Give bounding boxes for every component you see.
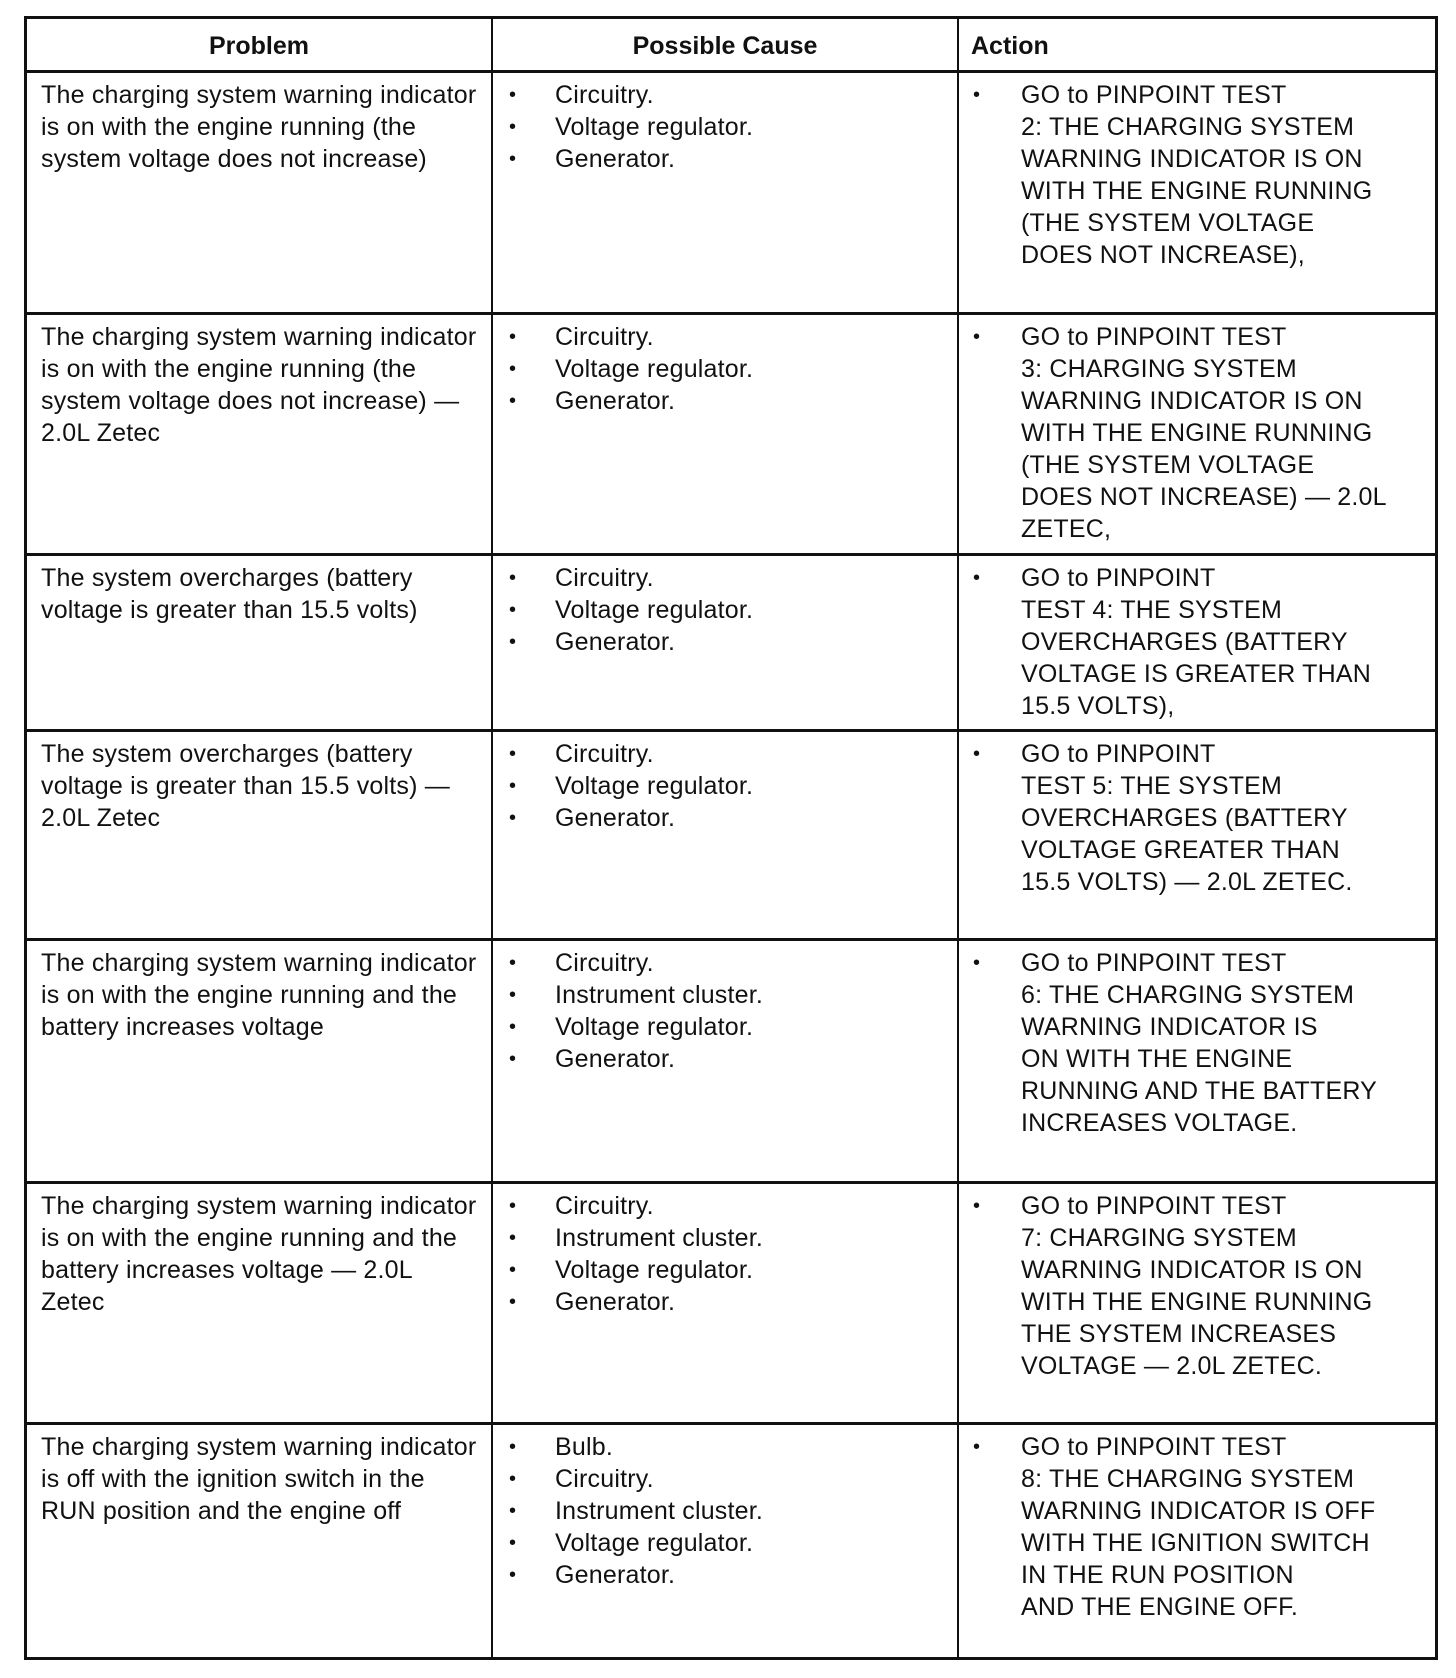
bullet-icon: •: [509, 1048, 517, 1070]
bullet-icon: •: [509, 743, 517, 765]
bullet-icon: •: [509, 599, 517, 621]
bullet-icon: •: [509, 1227, 517, 1249]
bullet-icon: •: [509, 1291, 517, 1313]
bullet-icon: •: [509, 952, 517, 974]
cause-item: • Circuitry.: [509, 81, 654, 109]
cause-item: • Instrument cluster.: [509, 1497, 764, 1525]
cause-item: • Circuitry.: [509, 1465, 654, 1493]
bullet-icon: •: [509, 775, 517, 797]
bullet-icon: •: [973, 1436, 981, 1458]
bullet-icon: •: [509, 984, 517, 1006]
cause-item: • Voltage regulator.: [509, 1256, 754, 1284]
cause-item: • Circuitry.: [509, 740, 654, 768]
cause-item: • Generator.: [509, 1045, 676, 1073]
bullet-icon: •: [973, 84, 981, 106]
cause-cell: [493, 556, 959, 732]
cause-cell: [493, 1184, 959, 1425]
cause-item: • Generator.: [509, 1561, 676, 1589]
cause-item: • Generator.: [509, 628, 676, 656]
bullet-icon: •: [973, 1195, 981, 1217]
cause-item: • Voltage regulator.: [509, 1529, 754, 1557]
bullet-icon: •: [509, 116, 517, 138]
bullet-icon: •: [509, 631, 517, 653]
bullet-icon: •: [509, 807, 517, 829]
cause-item: • Bulb.: [509, 1433, 613, 1461]
problem-cell: The system overcharges (battery voltage is greater than 15.5 volts) — 2.0L Zetec: [27, 732, 493, 941]
cause-item: • Generator.: [509, 1288, 676, 1316]
problem-cell: The charging system warning indicator is on with the engine running (the system voltage does not increase): [27, 73, 493, 315]
action-cell: • GO to PINPOINT TEST 6: THE CHARGING SYSTEM WARNING INDICATOR IS ON WITH THE ENGINE RUNNING AND THE BATTERY INCREASES VOLTAGE.: [959, 941, 1435, 1184]
cause-item: • Voltage regulator.: [509, 113, 754, 141]
bullet-icon: •: [509, 148, 517, 170]
bullet-icon: •: [973, 952, 981, 974]
bullet-icon: •: [509, 1532, 517, 1554]
cause-item: • Circuitry.: [509, 949, 654, 977]
action-cell: • GO to PINPOINT TEST 3: CHARGING SYSTEM WARNING INDICATOR IS ON WITH THE ENGINE RUNNING (THE SYSTEM VOLTAGE DOES NOT INCREASE) — 2.0L ZETEC,: [959, 315, 1435, 556]
bullet-icon: •: [509, 84, 517, 106]
cause-cell: [493, 315, 959, 556]
bullet-icon: •: [509, 1436, 517, 1458]
cause-item: • Voltage regulator.: [509, 772, 754, 800]
bullet-icon: •: [509, 1259, 517, 1281]
bullet-icon: •: [509, 358, 517, 380]
header-action: Action: [959, 19, 1435, 73]
cause-item: • Instrument cluster.: [509, 981, 764, 1009]
cause-item: • Generator.: [509, 145, 676, 173]
action-cell: • GO to PINPOINT TEST 8: THE CHARGING SYSTEM WARNING INDICATOR IS OFF WITH THE IGNITION SWITCH IN THE RUN POSITION AND THE ENGINE OFF.: [973, 1433, 1376, 1621]
diagnosis-table: [24, 16, 1438, 1660]
bullet-icon: •: [509, 1195, 517, 1217]
cause-item: • Circuitry.: [509, 323, 654, 351]
cause-item: • Voltage regulator.: [509, 596, 754, 624]
cause-cell: [493, 1425, 959, 1657]
bullet-icon: •: [973, 326, 981, 348]
action-cell: • GO to PINPOINT TEST 7: CHARGING SYSTEM WARNING INDICATOR IS ON WITH THE ENGINE RUNNING THE SYSTEM INCREASES VOLTAGE — 2.0L ZETEC.: [959, 1184, 1435, 1425]
action-cell: • GO to PINPOINT TEST 2: THE CHARGING SYSTEM WARNING INDICATOR IS ON WITH THE ENGINE RUNNING (THE SYSTEM VOLTAGE DOES NOT INCREASE),: [959, 73, 1435, 315]
problem-cell: The charging system warning indicator is on with the engine running and the battery increases voltage — 2.0L Zetec: [27, 1184, 493, 1425]
bullet-icon: •: [509, 326, 517, 348]
action-cell: • GO to PINPOINT TEST 5: THE SYSTEM OVERCHARGES (BATTERY VOLTAGE GREATER THAN 15.5 VOLTS) — 2.0L ZETEC.: [959, 732, 1435, 941]
bullet-icon: •: [509, 1016, 517, 1038]
problem-cell: The system overcharges (battery voltage is greater than 15.5 volts): [27, 556, 493, 732]
header-problem: Problem: [27, 19, 493, 73]
bullet-icon: •: [509, 390, 517, 412]
cause-item: • Voltage regulator.: [509, 1013, 754, 1041]
cause-item: • Instrument cluster.: [509, 1224, 764, 1252]
bullet-icon: •: [509, 1564, 517, 1586]
cause-item: • Generator.: [509, 387, 676, 415]
action-cell: • GO to PINPOINT TEST 4: THE SYSTEM OVERCHARGES (BATTERY VOLTAGE IS GREATER THAN 15.5 VOLTS),: [959, 556, 1435, 732]
problem-cell: The charging system warning indicator is on with the engine running and the battery increases voltage: [27, 941, 493, 1184]
bullet-icon: •: [509, 1468, 517, 1490]
header-possible-cause: Possible Cause: [493, 19, 959, 73]
problem-cell: The charging system warning indicator is off with the ignition switch in the RUN position and the engine off: [27, 1425, 493, 1657]
bullet-icon: •: [509, 567, 517, 589]
bullet-icon: •: [509, 1500, 517, 1522]
cause-cell: [493, 73, 959, 315]
cause-item: • Voltage regulator.: [509, 355, 754, 383]
cause-item: • Circuitry.: [509, 564, 654, 592]
cause-cell: [493, 732, 959, 941]
bullet-icon: •: [973, 567, 981, 589]
cause-item: • Generator.: [509, 804, 676, 832]
bullet-icon: •: [973, 743, 981, 765]
cause-cell: [493, 941, 959, 1184]
problem-cell: The charging system warning indicator is on with the engine running (the system voltage does not increase) — 2.0L Zetec: [27, 315, 493, 556]
cause-item: • Circuitry.: [509, 1192, 654, 1220]
